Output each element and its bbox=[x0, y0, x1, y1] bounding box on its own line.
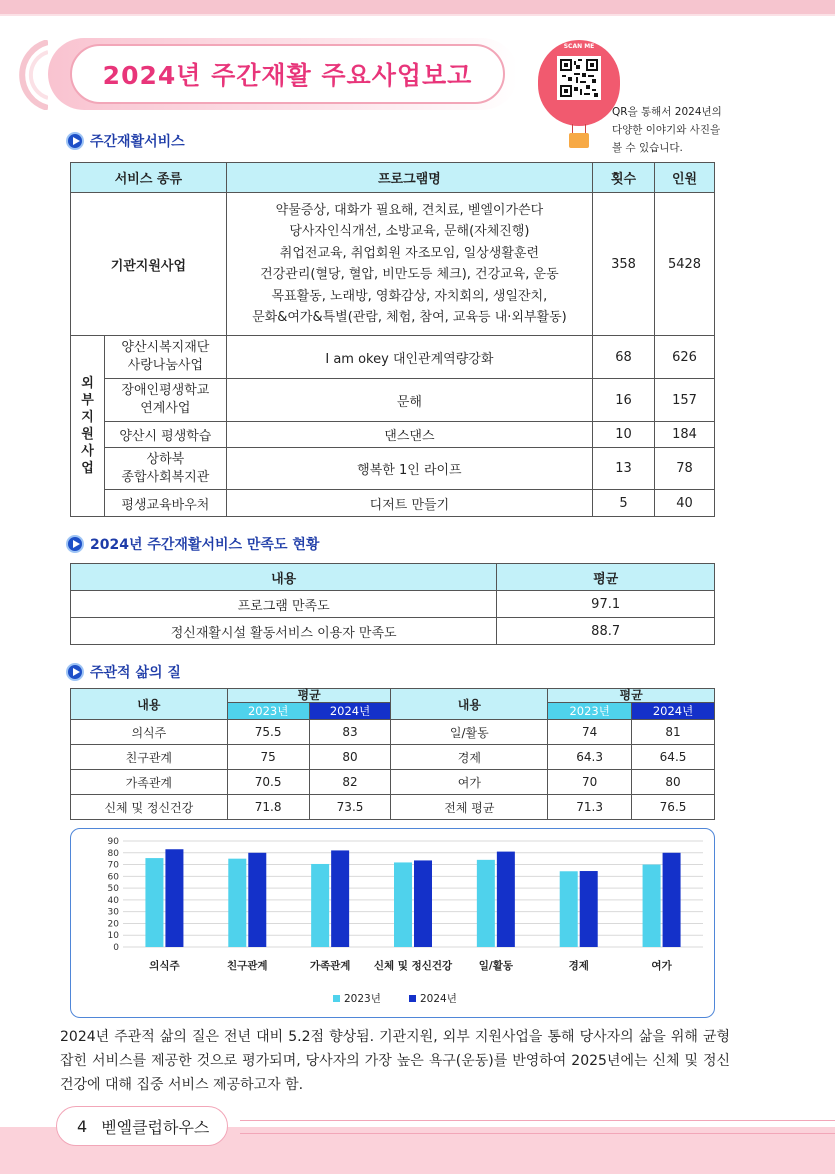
qol-value: 82 bbox=[309, 770, 391, 795]
qol-value: 81 bbox=[632, 720, 715, 745]
bar-2024 bbox=[663, 853, 681, 947]
y-tick-label: 40 bbox=[107, 895, 119, 906]
balloon-basket-icon bbox=[569, 133, 589, 148]
service-type: 상하북 종합사회복지관 bbox=[104, 448, 226, 490]
bar-2024 bbox=[165, 849, 183, 947]
col-header: 내용 bbox=[71, 564, 497, 591]
people-cell: 626 bbox=[655, 336, 715, 379]
qol-label: 친구관계 bbox=[71, 745, 228, 770]
scan-me-label: SCAN ME bbox=[563, 43, 595, 50]
table-row bbox=[71, 720, 715, 745]
qol-value: 75 bbox=[227, 745, 309, 770]
qol-value: 83 bbox=[309, 720, 391, 745]
service-type: 양산시 평생학습 bbox=[104, 422, 226, 448]
program-cell: 디저트 만들기 bbox=[226, 490, 592, 517]
people-cell: 40 bbox=[655, 490, 715, 517]
service-type: 평생교육바우처 bbox=[104, 490, 226, 517]
qol-value: 71.8 bbox=[227, 795, 309, 820]
qr-caption bbox=[612, 103, 742, 157]
table-row bbox=[71, 193, 715, 336]
qol-value: 64.3 bbox=[548, 745, 632, 770]
satisfaction-value: 88.7 bbox=[497, 618, 715, 645]
qol-label: 의식주 bbox=[71, 720, 228, 745]
legend-swatch bbox=[409, 995, 416, 1002]
play-bullet-icon bbox=[66, 132, 84, 150]
bar-2024 bbox=[248, 853, 266, 947]
satisfaction-value: 97.1 bbox=[497, 591, 715, 618]
y-tick-label: 50 bbox=[107, 884, 119, 895]
qol-label: 전체 평균 bbox=[391, 795, 548, 820]
page-title-box bbox=[70, 44, 505, 104]
bar-2023 bbox=[477, 860, 495, 947]
legend-label: 2023년 bbox=[344, 993, 381, 1005]
count-cell: 10 bbox=[593, 422, 655, 448]
x-tick-label: 여가 bbox=[651, 960, 672, 972]
section-heading-quality-of-life: 주관적 삶의 질 bbox=[66, 662, 181, 682]
organization-name: 벧엘클럽하우스 bbox=[101, 1117, 210, 1137]
page-number: 4 bbox=[77, 1116, 88, 1136]
program-cell: 문해 bbox=[226, 379, 592, 422]
x-tick-label: 경제 bbox=[568, 960, 589, 972]
bar-chart-svg bbox=[71, 829, 716, 1019]
people-cell: 5428 bbox=[655, 193, 715, 336]
qol-value: 76.5 bbox=[632, 795, 715, 820]
people-cell: 157 bbox=[655, 379, 715, 422]
external-support-label: 외 부 지 원 사 업 bbox=[71, 336, 105, 517]
qol-value: 71.3 bbox=[548, 795, 632, 820]
program-cell: I am okey 대인관계역량강화 bbox=[226, 336, 592, 379]
service-type: 기관지원사업 bbox=[71, 193, 227, 336]
qol-value: 73.5 bbox=[309, 795, 391, 820]
satisfaction-label: 프로그램 만족도 bbox=[71, 591, 497, 618]
program-cell: 행복한 1인 라이프 bbox=[226, 448, 592, 490]
qol-value: 70.5 bbox=[227, 770, 309, 795]
table-row bbox=[71, 745, 715, 770]
count-cell: 13 bbox=[593, 448, 655, 490]
col-header: 횟수 bbox=[593, 163, 655, 193]
qr-caption-line: 다양한 이야기와 사진을 bbox=[612, 124, 721, 136]
bar-2024 bbox=[331, 850, 349, 947]
qr-caption-line: 볼 수 있습니다. bbox=[612, 142, 683, 154]
title-decoration-arcs bbox=[0, 40, 48, 110]
people-cell: 78 bbox=[655, 448, 715, 490]
y-tick-label: 10 bbox=[107, 931, 119, 942]
x-tick-label: 신체 및 정신건강 bbox=[373, 960, 453, 972]
qol-label: 일/활동 bbox=[391, 720, 548, 745]
table-header-row bbox=[71, 564, 715, 591]
count-cell: 358 bbox=[593, 193, 655, 336]
year-2024-header: 2024년 bbox=[632, 703, 715, 720]
satisfaction-label: 정신재활시설 활동서비스 이용자 만족도 bbox=[71, 618, 497, 645]
table-row bbox=[71, 422, 715, 448]
col-header-avg: 평균 bbox=[227, 689, 391, 703]
table-row bbox=[71, 770, 715, 795]
y-tick-label: 0 bbox=[113, 943, 119, 953]
service-type: 양산시복지재단 사랑나눔사업 bbox=[104, 336, 226, 379]
table-row bbox=[71, 618, 715, 645]
qol-value: 74 bbox=[548, 720, 632, 745]
x-tick-label: 가족관계 bbox=[309, 960, 351, 972]
table-row bbox=[71, 591, 715, 618]
table-header-row bbox=[71, 689, 715, 703]
bar-2023 bbox=[228, 859, 246, 947]
y-tick-label: 20 bbox=[107, 919, 119, 930]
day-rehab-service-table bbox=[70, 162, 715, 517]
bar-2024 bbox=[580, 871, 598, 947]
table-row bbox=[71, 448, 715, 490]
people-cell: 184 bbox=[655, 422, 715, 448]
qol-value: 64.5 bbox=[632, 745, 715, 770]
section-heading-satisfaction: 2024년 주간재활서비스 만족도 현황 bbox=[66, 534, 319, 554]
year-2023-header: 2023년 bbox=[227, 703, 309, 720]
table-row bbox=[71, 379, 715, 422]
quality-of-life-table bbox=[70, 688, 715, 820]
qol-label: 가족관계 bbox=[71, 770, 228, 795]
quality-of-life-chart bbox=[70, 828, 715, 1018]
qol-value: 80 bbox=[632, 770, 715, 795]
x-tick-label: 친구관계 bbox=[226, 960, 268, 972]
y-tick-label: 90 bbox=[107, 837, 119, 847]
col-header: 평균 bbox=[497, 564, 715, 591]
play-bullet-icon bbox=[66, 535, 84, 553]
service-type: 장애인평생학교 연계사업 bbox=[104, 379, 226, 422]
section-heading-day-rehab: 주간재활서비스 bbox=[66, 131, 185, 151]
qol-label: 여가 bbox=[391, 770, 548, 795]
qol-value: 75.5 bbox=[227, 720, 309, 745]
count-cell: 16 bbox=[593, 379, 655, 422]
footer-label bbox=[56, 1106, 228, 1146]
y-tick-label: 70 bbox=[107, 860, 119, 871]
y-tick-label: 30 bbox=[107, 907, 119, 918]
year-2023-header: 2023년 bbox=[548, 703, 632, 720]
bar-2024 bbox=[414, 860, 432, 947]
qr-code[interactable] bbox=[557, 56, 601, 100]
page-title: 2024년 주간재활 주요사업보고 bbox=[102, 61, 473, 90]
summary-paragraph: 2024년 주관적 삶의 질은 전년 대비 5.2점 향상됨. 기관지원, 외부 지원사업을 통해 당사자의 삶을 위해 균형 잡힌 서비스를 제공한 것으로 평가되며, 당사자의 가장 높은 욕구(운동)를 반영하여 2025년에는 신체 및 정신건강에 대해 집중 서비스 제공하고자 함. bbox=[60, 1029, 730, 1093]
table-header-row bbox=[71, 163, 715, 193]
col-header: 인원 bbox=[655, 163, 715, 193]
col-header-avg: 평균 bbox=[548, 689, 715, 703]
col-header: 서비스 종류 bbox=[71, 163, 227, 193]
table-row bbox=[71, 490, 715, 517]
legend-swatch bbox=[333, 995, 340, 1002]
play-bullet-icon bbox=[66, 663, 84, 681]
qr-balloon bbox=[538, 40, 620, 126]
table-row bbox=[71, 795, 715, 820]
bar-2023 bbox=[643, 865, 661, 947]
legend-label: 2024년 bbox=[420, 993, 457, 1005]
qr-code-icon bbox=[560, 59, 598, 97]
bar-2023 bbox=[311, 864, 329, 947]
bar-2023 bbox=[394, 862, 412, 947]
year-2024-header: 2024년 bbox=[309, 703, 391, 720]
col-header-content: 내용 bbox=[391, 689, 548, 720]
program-cell: 댄스댄스 bbox=[226, 422, 592, 448]
table-row bbox=[71, 336, 715, 379]
col-header: 프로그램명 bbox=[226, 163, 592, 193]
program-list: 약물증상, 대화가 필요해, 견치료, 벧엘이가쓴다 당사자인식개선, 소방교육, 문해(자체진행) 취업전교육, 취업회원 자조모임, 일상생활훈련 건강관리(혈당, 혈압, 비만도등 체크), 건강교육, 운동 목표활동, 노래방, 영화감상, 자치회의, 생일잔치, 문화&여가&특별(관람, 체험, 참여, 교육등 내·외부활동) bbox=[226, 193, 592, 336]
bar-2024 bbox=[497, 852, 515, 947]
qol-label: 신체 및 정신건강 bbox=[71, 795, 228, 820]
y-tick-label: 60 bbox=[107, 872, 119, 883]
bar-2023 bbox=[560, 871, 578, 947]
qol-value: 80 bbox=[309, 745, 391, 770]
bar-2023 bbox=[145, 858, 163, 947]
y-tick-label: 80 bbox=[107, 848, 119, 859]
count-cell: 5 bbox=[593, 490, 655, 517]
x-tick-label: 일/활동 bbox=[478, 960, 513, 972]
count-cell: 68 bbox=[593, 336, 655, 379]
top-decoration-band bbox=[0, 0, 835, 14]
x-tick-label: 의식주 bbox=[149, 960, 180, 972]
qr-caption-line: QR을 통해서 2024년의 bbox=[612, 106, 722, 118]
satisfaction-table bbox=[70, 563, 715, 645]
col-header-content: 내용 bbox=[71, 689, 228, 720]
footer-decoration-lines bbox=[240, 1120, 835, 1134]
qol-value: 70 bbox=[548, 770, 632, 795]
qol-label: 경제 bbox=[391, 745, 548, 770]
